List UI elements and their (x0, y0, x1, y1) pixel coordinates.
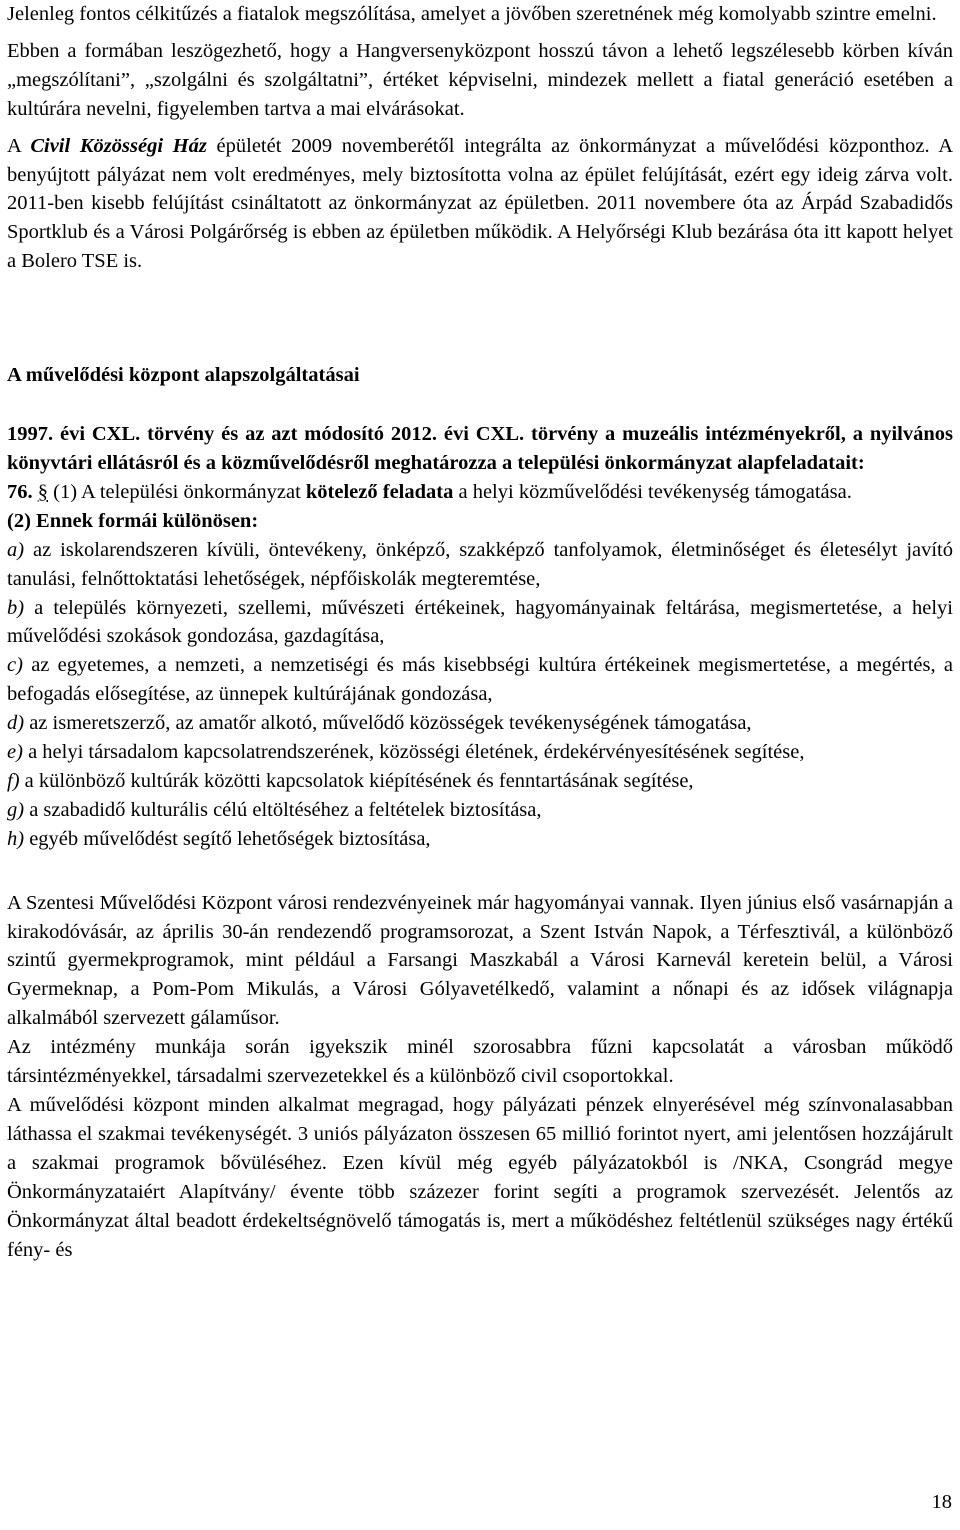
list-letter: h) (7, 827, 25, 850)
paragraph-hangversenykozpont: Ebben a formában leszögezhető, hogy a Hangversenyközpont hosszú távon a lehető legszélesebb körben kíván „megszólítani”, „szolgálni és szolgáltatni”, értéket képviselni, mindezek mellett a fiatal generáció esetében a kultúrára nevelni, figyelemben tartva a mai elvárásokat. (7, 39, 953, 120)
paragraph-continued: Jelenleg fontos célkitűzés a fiatalok megszólítása, amelyet a jövőben szeretnének még komolyabb szintre emelni. (7, 3, 937, 25)
law-intro: 1997. évi CXL. törvény és az azt módosító 2012. évi CXL. törvény a muzeális intézményekről, a nyilvános könyvtári ellátásról és a közművelődésről meghatározza a települési önkormányzat alapfeladatait: (7, 423, 953, 474)
text-run: épületét 2009 novemberétől integrálta az önkormányzat a művelődési központhoz. A benyújtott pályázat nem volt eredményes, mely biztosította volna az épület felújítását, ezért egy ideig zárva volt. 2011-ben kisebb felújítást csináltatott az önkormányzat az épületben. 2011 novembere óta az Árpád Szabadidős Sportklub és a Városi Polgárőrség is ebben az épületben működik. A Helyőrségi Klub bezárása óta itt kapott helyet a Bolero TSE is. (7, 134, 953, 273)
list-text: a település környezeti, szellemi, művészeti értékeinek, hagyományainak feltárása, megismertetése, a helyi művelődési szokások gondozása, gazdagítása, (7, 596, 953, 648)
forms-heading: (2) Ennek formái különösen: (7, 509, 259, 532)
spacer (7, 854, 953, 889)
spacer (7, 390, 953, 420)
list-item (7, 796, 953, 825)
list-text: egyéb művelődést segítő lehetőségek biztosítása, (24, 827, 431, 850)
list-text: a szabadidő kulturális célú eltöltéséhez a feltételek biztosítása, (24, 798, 542, 821)
mandatory-task: kötelező feladata (305, 480, 454, 503)
section-number: 76. (7, 480, 33, 503)
section-heading: A művelődési központ alapszolgáltatásai (7, 364, 360, 387)
list-item (7, 709, 953, 738)
spacer (7, 29, 953, 37)
list-item (7, 536, 953, 594)
list-text: az egyetemes, a nemzeti, a nemzetiségi és más kisebbségi kultúra értékeinek megismertetése, a megértés, a befogadás elősegítése, az ünnepek kultúrájának gondozása, (7, 654, 953, 706)
list-letter: c) (7, 654, 23, 677)
paragraph-palyazatok: A művelődési központ minden alkalmat megragad, hogy pályázati pénzek elnyerésével még színvonalasabban láthassa el szakmai tevékenységét. 3 uniós pályázaton összesen 65 millió forintot nyert, ami jelentősen hozzájárult a szakmai programok bővüléséhez. Ezen kívül még egyéb pályázatokból is /NKA, Csongrád megye Önkormányzataiért Alapítvány/ évente több százezer forint segíti a programok szervezését. Jelentős az Önkormányzat által beadott érdekeltségnövelő támogatás is, mert a működéshez feltétlenül szükséges nagy értékű fény- és (7, 1094, 953, 1261)
list-letter: g) (7, 798, 25, 821)
paragraph-civil-kozossegi-haz (7, 132, 953, 277)
list-item (7, 767, 953, 796)
list-item (7, 738, 953, 767)
paragraph-szentesi-rendezvenyek: A Szentesi Művelődési Központ városi rendezvényeinek már hagyományai vannak. Ilyen június első vasárnapján a kirakodóvásár, az április 30-án rendezendő programsorozat, a Szent István Napok, a Térfesztivál, a különböző szintű gyermekprogramok, mint például a Farsangi Maszkabál a Városi Karnevál keretein belül, a Városi Gyermeknap, a Pom-Pom Mikulás, a Városi Gólyavetélkedő, valamint a nőnapi és az idősek világnapja alkalmából szervezett gálaműsor. (7, 891, 953, 1030)
list-letter: b) (7, 596, 25, 619)
forms-list (7, 536, 953, 854)
text-run: a helyi közművelődési tevékenység támogatása. (453, 480, 852, 503)
spacer (7, 276, 953, 361)
section-76 (7, 478, 953, 507)
text-run: A (7, 134, 31, 157)
spacer (7, 124, 953, 132)
text-run: (1) A települési önkormányzat (48, 480, 306, 503)
civil-haz-name: Civil Közösségi Ház (30, 134, 207, 157)
list-letter: f) (7, 769, 20, 792)
list-text: az iskolarendszeren kívüli, öntevékeny, önképző, szakképző tanfolyamok, életminőséget és életesélyt javító tanulási, felnőttoktatási lehetőségek, népfőiskolák megteremtése, (7, 538, 953, 590)
page-number: 18 (931, 1491, 952, 1513)
list-letter: d) (7, 712, 25, 735)
list-letter: e) (7, 741, 23, 764)
list-letter: a) (7, 538, 25, 561)
paragraph-intezmeny-kapcsolatok: Az intézmény munkája során igyekszik minél szorosabbra fűzni kapcsolatát a városban működő társintézményekkel, társadalmi szervezetekkel és a különböző civil csoportokkal. (7, 1036, 953, 1088)
list-item (7, 594, 953, 652)
list-text: a helyi társadalom kapcsolatrendszerének, közösségi életének, érdekérvényesítésének segítése, (22, 741, 805, 764)
list-item (7, 825, 953, 854)
list-text: a különböző kultúrák közötti kapcsolatok kiépítésének és fenntartásának segítése, (19, 769, 694, 792)
list-item (7, 651, 953, 709)
list-text: az ismeretszerző, az amatőr alkotó, művelődő közösségek tevékenységének támogatása, (24, 712, 752, 735)
paragraph-sign: § (37, 480, 48, 503)
document-page (7, 0, 953, 1264)
